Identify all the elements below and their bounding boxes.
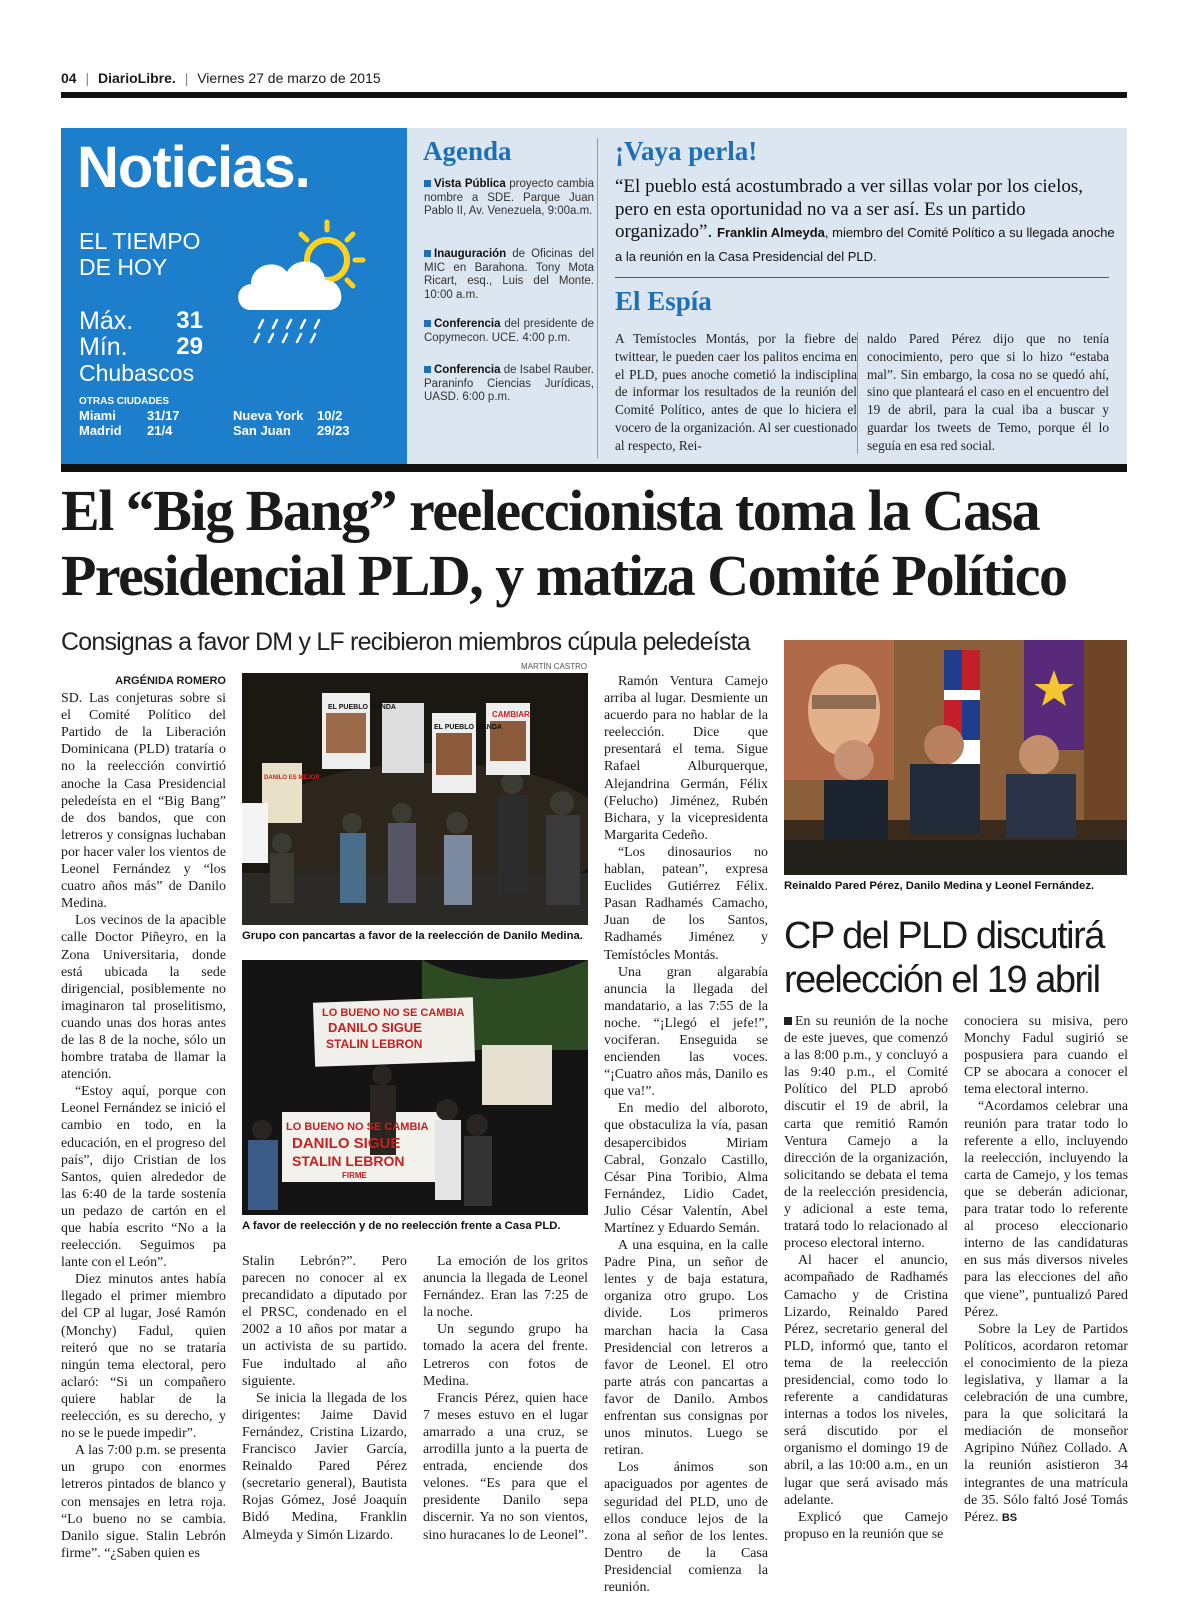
perla-author: Franklin Almeyda [717, 225, 825, 240]
cloud-sun-rain-icon [233, 218, 373, 348]
headline-line2: Presidencial PLD, y matiza Comité Político [61, 543, 1067, 608]
banner-illustration [242, 960, 588, 1215]
article-paragraph: Diez minutos antes había llegado el primer miembro del CP al lugar, José Ramón (Monchy) Fadul, quien reiteró que no se trataría ningún tema electoral, pero aclaró: “Si un compañero quiere hablar de la reelección, es su derecho, y no se le puede impedir”. [61, 1272, 226, 1442]
meeting-illustration [784, 640, 1127, 875]
photo-banners [242, 960, 588, 1215]
agenda-item-text: proyecto cambia nombre a SDE. Parque Juan Pablo II, Av. Venezuela, 9:00a.m. [424, 178, 594, 217]
weather-condition: Chubascos [79, 360, 195, 386]
agenda-item-title: Vista Pública [434, 178, 506, 190]
headline-rule [61, 464, 1127, 472]
headline-line1: El “Big Bang” reeleccionista toma la Casa [61, 478, 1040, 543]
city-row [233, 408, 350, 423]
cities-list-left [79, 408, 180, 438]
city-temp: 29/23 [317, 423, 350, 438]
article-paragraph: Ramón Ventura Camejo arriba al lugar. Desmiente un acuerdo para no hablar de la reelección. Dice que presentará el tema. Sigue Rafael Alburquerque, Alejandrina Germán, Félix (Felucho) Jiménez, Rubén Bichara, y la vicepresidenta Margarita Cedeño. [604, 674, 768, 843]
article-paragraph: Explicó que Camejo propuso en la reunión que se [784, 1509, 948, 1542]
article-paragraph: Un segundo grupo ha tomado la acera del frente. Letreros con fotos de Medina. [423, 1322, 588, 1389]
other-cities-label: OTRAS CIUDADES [79, 396, 170, 407]
sign-text: EL PUEBLO MANDA [434, 724, 502, 731]
banner-text: LO BUENO NO SE CAMBIA [322, 1007, 465, 1019]
photo-caption: Grupo con pancartas a favor de la reelección de Danilo Medina. [242, 930, 583, 942]
perla-espia-box [597, 128, 1127, 465]
espia-title: El Espía [615, 286, 712, 316]
bullet-icon [424, 180, 431, 187]
agenda-item-text: de Isabel Rauber. Paraninfo Ciencias Jurídicas, UASD. 6:00 p.m. [424, 364, 594, 403]
article-column-4 [604, 673, 768, 1596]
paragraph-text: En su reunión de la noche de este jueves, que comenzó a las 8:00 p.m., y concluyó a las 9:40 p.m., el Comité Político del PLD aprobó discutir el 19 de abril, la carta que remitió Ramón Ventura Camejo a la dirección de la organización, solicitando se debata el tema de la reelección presidencia, y adicional a este tema, tratará todo lo relacionado al proceso electoral interno. [784, 1014, 948, 1252]
agenda-item-text: del presidente de Copymecon. UCE. 4:00 p.m. [424, 318, 594, 344]
subheadline: Consignas a favor DM y LF recibieron miembros cúpula peledeísta [61, 628, 750, 656]
article-paragraph: conociera su misiva, pero Monchy Fadul sugirió se pospusiera para cuando el CP se abocara a conocer el tema electoral interno. [964, 1014, 1128, 1098]
city-temp: 31/17 [147, 408, 180, 423]
banner-text: DANILO SIGUE [328, 1020, 422, 1035]
espia-column-2: naldo Pared Pérez dijo que no tenía conocimiento, pero que si lo hizo “estaba mal”. Sin embargo, la cosa no se quedó ahí, sino que planteará el caso en el encuentro del 19 de abril, para la cual iba a buscar y guardar los tweets de Temo, porque él lo seguía en esa red social. [867, 331, 1109, 453]
city-temp: 21/4 [147, 423, 173, 438]
perla-title: ¡Vaya perla! [615, 136, 758, 166]
header-separator: | [184, 70, 189, 86]
article-paragraph: Una gran algarabía anuncia la llegada del mandatario, a las 7:55 de la noche. “¡Llegó el jefe!”, vociferan. Enseguida se encienden las voces. “¡Cuatro años más, Danilo es que va!”. [604, 964, 768, 1100]
temp-labels [79, 308, 133, 360]
perla-quote: “El pueblo está acostumbrado a ver sillas volar por los cielos, pero en esta oportunidad no va a ser así. Es un partido organizado”. [615, 176, 1084, 242]
bullet-icon [784, 1017, 792, 1025]
agenda-item-title: Conferencia [434, 318, 501, 330]
article-paragraph: “Los dinosaurios no hablan, patean”, expresa Euclides Gutiérrez Félix. Pasan Radhamés Camacho, Juan de los Santos, Radhamés Jiménez y Temístócles Montás. [604, 844, 768, 963]
article-paragraph: Al hacer el anuncio, acompañado de Radhamés Camacho y de Cristina Lizardo, Reinaldo Pared Pérez, secretario general del PLD, informó que, tanto el tema de la reelección presidencial, como todo lo referente a candidaturas internas a todos los niveles, será discutido por el organismo el domingo 19 de abril, a las 10:00 a.m., en un lugar que será avisado más adelante. [784, 1253, 948, 1508]
max-value: 31 [176, 307, 203, 334]
article-paragraph: Se inicia la llegada de los dirigentes: Jaime David Fernández, Cristina Lizardo, Francisco Javier García, Reinaldo Pared Pérez (secretario general), Bautista Rojas Gómez, José Joaquín Bidó Medina, Franklin Almeyda y Simón Lizardo. [242, 1390, 407, 1543]
header-separator: | [85, 70, 90, 86]
main-headline [61, 478, 1171, 608]
article-paragraph [784, 1013, 948, 1252]
author-initials: BS [1001, 1511, 1018, 1524]
agenda-item [424, 178, 594, 219]
sign-text: DANILO ES MEJOR [264, 775, 320, 781]
cities-list-right [233, 408, 350, 438]
agenda-item [424, 248, 594, 302]
banner-text: DANILO SIGUE [292, 1135, 401, 1152]
article-paragraph: Francis Pérez, quien hace 7 meses estuvo en el lugar amarrado a una cruz, se arrodilla junto a la puerta de entrada, enciende dos velones. “Es para que el presidente Danilo sepa discernir. Ya no son vientos, sino huracanes lo de Leonel”. [423, 1390, 588, 1543]
bullet-icon [424, 250, 431, 257]
side-article-column-1 [784, 1013, 948, 1543]
agenda-item-title: Inauguración [434, 248, 507, 260]
weather-title [79, 228, 200, 280]
page-number: 04 [61, 70, 77, 86]
article-paragraph: Stalin Lebrón?”. Pero parecen no conocer al ex precandidato a diputado por el PRSC, condenado en el 2002 a 10 años por matar a un activista de su partido. Fue indultado al año siguiente. [242, 1254, 407, 1389]
min-value: 29 [176, 333, 203, 360]
article-paragraph: A una esquina, en la calle Padre Pina, un señor de lentes y de baja estatura, organiza otro grupo. Los divide. Los primeros marchan hacia la Casa Presidencial con letreros a favor de Leonel. El otro parte atrás con pancartas a favor de Danilo. Ambos enfrentan sus consignas por unos minutos. Luego se retiran. [604, 1238, 768, 1459]
perla-author-desc: , miembro del Comité Político a su llegada anoche a la reunión en la Casa Presidencial del PLD. [615, 225, 1115, 264]
agenda-box [407, 128, 597, 465]
paragraph-text: Sobre la Ley de Partidos Políticos, acordaron retomar el conocimiento de la pieza legislativa, y llamar a la celebración de una cumbre, para la que solicitará la mediación de monseñor Agripino Núñez Collado. A la reunión asistieron 34 integrantes de una matrícula de 35. Sólo faltó José Tomás Pérez. [964, 1321, 1128, 1525]
byline: ARGÉNIDA ROMERO [115, 675, 226, 687]
city-name: San Juan [233, 423, 291, 438]
side-headline: CP del PLD discutirá reelección el 19 abril [784, 915, 1104, 1001]
photo-protest-signs [242, 673, 588, 925]
city-name: Miami [79, 408, 116, 423]
sign-text: CAMBIAR [492, 710, 530, 719]
banner-text: LO BUENO NO SE CAMBIA [286, 1121, 429, 1133]
agenda-title: Agenda [423, 136, 512, 166]
article-paragraph: A las 7:00 p.m. se presenta un grupo con enormes letreros pintados de blanco y con mensajes en letra roja. “Lo bueno no se cambia. Danilo sigue. Stalin Lebrón firme”. “¿Saben quien es [61, 1443, 226, 1561]
article-paragraph: “Estoy aquí, porque con Leonel Fernández se inició el cambio en todo, en la educación, en el progreso del país”, dijo Cristian de los Santos, quien alrededor de las 6:40 de la tarde sostenía un pedazo de cartón en el que había escrito “No a la reelección. Seguimos pa lante con el León”. [61, 1084, 226, 1271]
article-paragraph: Los ánimos son apaciguados por agentes de seguridad del PLD, uno de ellos conduce lejos de la zona al señor de los lentes. Dentro de la Casa Presidencial comienza la reunión. [604, 1460, 768, 1595]
perla-quote-block [615, 176, 1115, 268]
sign-text: EL PUEBLO MANDA [328, 704, 396, 711]
agenda-item-text: de Oficinas del MIC en Barahona. Tony Mota Ricart, esq., Luis del Monte. 10:00 a.m. [424, 248, 594, 301]
article-paragraph: “Acordamos celebrar una reunión para tratar todo lo referente a ello, incluyendo la reelección, incluyendo la carta de Camejo, y los temas que se deberán adicionar, para tratar todo lo referente al proceso eleccionario interno de las candidaturas en sus más diversos niveles para las elecciones del año que viene”, puntualizó Pared Pérez. [964, 1099, 1128, 1320]
city-name: Madrid [79, 423, 122, 438]
section-divider [615, 277, 1109, 278]
espia-column-1: A Temístocles Montás, por la fiebre de twittear, le pueden caer los palitos encima en el PLD, pues anoche cometió la indisciplina de informar los resultados de la reunión del Comité Político, antes de que lo hiciera el vocero de la organización. Al ser cuestionado al respecto, Rei- [615, 331, 857, 453]
photo-credit: MARTÍN CASTRO [521, 662, 588, 671]
article-column-1 [61, 673, 226, 1562]
article-paragraph: SD. Las conjeturas sobre si el Comité Político del Partido de la Liberación Dominicana (PLD) trataría o no la reelección convirtió anoche la Casa Presidencial peledeísta en el “Big Bang” de dos bandos, que con letreros y consignas luchaban por hacer valer los vientos de Leonel Fernández y “los cuatro años más” de Danilo Medina. [61, 691, 226, 912]
banner-text: STALIN LEBRON [326, 1037, 423, 1051]
city-name: Nueva York [233, 408, 304, 423]
temp-values [173, 308, 203, 360]
article-paragraph: Los vecinos de la apacible calle Doctor Piñeyro, en la Zona Universitaria, donde está ubicada la sede dirigencial, posiblemente no imaginaron tal proselitismo, cuando unas dos horas antes de las 8 de la noche, sólo un hombre trataba de llamar la atención. [61, 913, 226, 1083]
protest-illustration [242, 673, 588, 925]
header-rule [61, 92, 1127, 98]
min-label: Mín. [79, 333, 128, 361]
weather-title-line1: EL TIEMPO [79, 228, 201, 254]
article-column-3 [423, 1253, 588, 1544]
city-row [79, 423, 180, 438]
photo-leaders-meeting [784, 640, 1127, 875]
side-article-column-2 [964, 1013, 1128, 1527]
weather-title-line2: DE HOY [79, 254, 168, 280]
city-row [233, 423, 350, 438]
banner-text: STALIN LEBRON [292, 1153, 405, 1169]
column-divider [597, 138, 598, 458]
issue-date: Viernes 27 de marzo de 2015 [197, 70, 381, 86]
photo-caption: A favor de reelección y de no reelección frente a Casa PLD. [242, 1220, 561, 1232]
city-row [79, 408, 180, 423]
weather-box [61, 128, 407, 465]
article-paragraph: En medio del alboroto, que obstaculiza la vía, pasan desapercibidos Miriam Cabral, Gonzalo Castillo, César Pina Toribio, Alma Fernández, Lidio Cadet, Julio César Valentín, Abel Martínez y Eduardo Semán. [604, 1101, 768, 1236]
max-label: Máx. [79, 307, 134, 335]
article-paragraph [964, 1321, 1128, 1527]
bullet-icon [424, 320, 431, 327]
city-temp: 10/2 [317, 408, 343, 423]
agenda-item [424, 318, 594, 345]
brand-name: DiarioLibre. [98, 70, 176, 86]
agenda-item-title: Conferencia [434, 364, 501, 376]
photo-caption: Reinaldo Pared Pérez, Danilo Medina y Leonel Fernández. [784, 880, 1095, 892]
article-column-2 [242, 1253, 407, 1544]
article-paragraph: La emoción de los gritos anuncia la llegada de Leonel Fernández. Eran las 7:25 de la noche. [423, 1254, 588, 1321]
column-divider [857, 332, 858, 454]
section-title: Noticias. [77, 135, 310, 200]
bullet-icon [424, 366, 431, 373]
banner-text: FIRME [342, 1171, 367, 1180]
agenda-item [424, 364, 594, 405]
